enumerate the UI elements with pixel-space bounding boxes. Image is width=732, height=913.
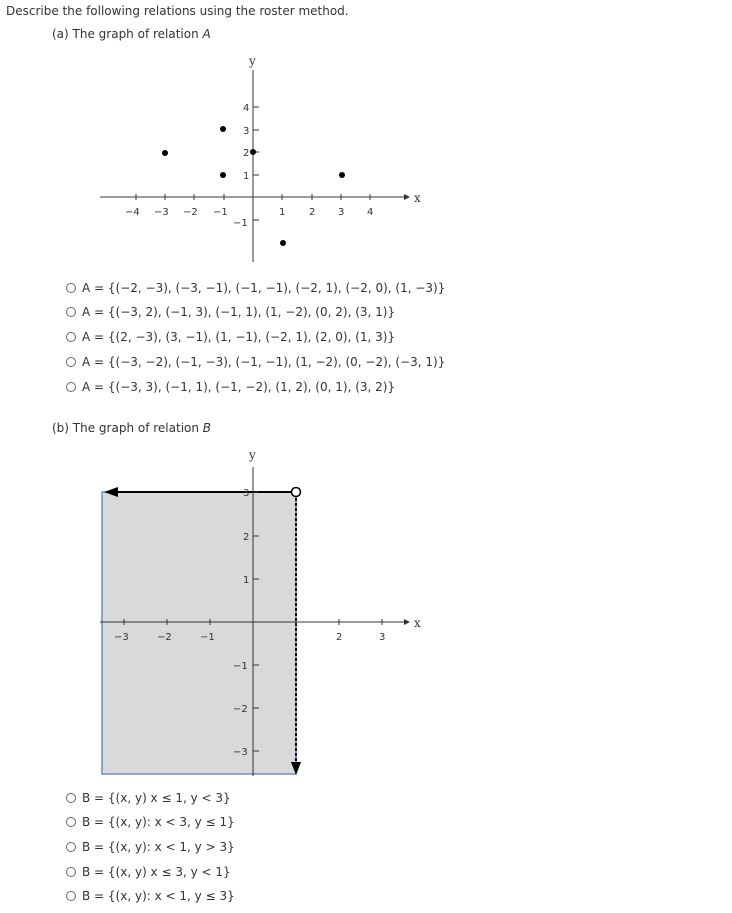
y-tick-label: −3 <box>233 747 248 758</box>
part-a-relation-name: A <box>202 27 211 41</box>
x-axis-label: x <box>414 191 421 205</box>
y-tick-label: −1 <box>233 218 248 229</box>
choice-text: B = {(x, y) x ≤ 1, y < 3} <box>82 791 231 805</box>
radio-button[interactable] <box>66 357 76 367</box>
y-tick-label: 1 <box>243 575 250 586</box>
choice-b-5[interactable] <box>66 888 235 904</box>
choice-text: B = {(x, y): x < 3, y ≤ 1} <box>82 815 235 829</box>
choice-a-2[interactable] <box>66 304 395 320</box>
x-axis-label: x <box>414 616 421 630</box>
choice-text: A = {(−3, 3), (−1, 1), (−1, −2), (1, 2), (0, 1), (3, 2)} <box>82 380 396 394</box>
x-axis-arrow <box>404 619 410 625</box>
part-b-label-prefix: (b) The graph of relation <box>52 421 203 435</box>
part-a-label <box>52 27 211 41</box>
part-b-label <box>52 421 211 435</box>
instruction-text: Describe the following relations using the roster method. <box>6 4 349 18</box>
choice-b-2[interactable] <box>66 814 235 830</box>
choice-b-1[interactable] <box>66 790 231 806</box>
x-tick-label: −1 <box>200 632 215 643</box>
radio-button[interactable] <box>66 307 76 317</box>
choice-a-1[interactable] <box>66 280 445 296</box>
x-tick-label: −1 <box>213 207 228 218</box>
y-axis-label: y <box>249 448 256 462</box>
radio-button[interactable] <box>66 382 76 392</box>
y-tick-marks <box>253 107 259 220</box>
x-tick-label: 1 <box>279 207 286 218</box>
radio-button[interactable] <box>66 817 76 827</box>
radio-button[interactable] <box>66 867 76 877</box>
radio-button[interactable] <box>66 891 76 901</box>
choice-a-4[interactable] <box>66 354 445 370</box>
x-tick-label: −4 <box>125 207 140 218</box>
choice-text: B = {(x, y): x < 1, y ≤ 3} <box>82 889 235 903</box>
x-tick-label: −3 <box>114 632 129 643</box>
x-tick-label: −2 <box>157 632 172 643</box>
y-axis-label: y <box>249 54 256 68</box>
choice-a-5[interactable] <box>66 379 395 395</box>
y-tick-label: 3 <box>243 126 250 137</box>
graph-relation-b <box>0 440 732 785</box>
x-tick-label: 3 <box>338 207 345 218</box>
y-tick-label: 1 <box>243 171 250 182</box>
choice-text: A = {(−2, −3), (−3, −1), (−1, −1), (−2, 1), (−2, 0), (1, −3)} <box>82 281 446 295</box>
y-tick-label: 2 <box>243 148 250 159</box>
x-tick-label: 4 <box>367 207 374 218</box>
choice-text: B = {(x, y): x < 1, y > 3} <box>82 840 235 854</box>
data-point <box>250 149 256 155</box>
y-tick-label: 2 <box>243 532 250 543</box>
choice-a-3[interactable] <box>66 329 395 345</box>
shaded-region <box>102 492 296 774</box>
y-tick-label: 4 <box>243 103 250 114</box>
x-tick-label: 2 <box>309 207 316 218</box>
radio-button[interactable] <box>66 793 76 803</box>
data-point <box>280 240 286 246</box>
data-point <box>162 150 168 156</box>
y-tick-label: 3 <box>243 488 250 499</box>
choice-b-4[interactable] <box>66 864 231 880</box>
choice-b-3[interactable] <box>66 839 235 855</box>
x-tick-label: 3 <box>379 632 386 643</box>
choice-text: A = {(2, −3), (3, −1), (1, −1), (−2, 1), (2, 0), (1, 3)} <box>82 330 396 344</box>
data-point <box>220 126 226 132</box>
radio-button[interactable] <box>66 283 76 293</box>
x-tick-label: −2 <box>183 207 198 218</box>
x-axis-arrow <box>404 194 410 200</box>
choice-text: B = {(x, y) x ≤ 3, y < 1} <box>82 865 231 879</box>
x-tick-label: 2 <box>336 632 343 643</box>
y-tick-label: −2 <box>233 704 248 715</box>
choice-text: A = {(−3, 2), (−1, 3), (−1, 1), (1, −2), (0, 2), (3, 1)} <box>82 305 396 319</box>
x-tick-label: −3 <box>154 207 169 218</box>
data-point <box>220 172 226 178</box>
radio-button[interactable] <box>66 332 76 342</box>
graph-relation-a <box>0 50 732 270</box>
choice-text: A = {(−3, −2), (−1, −3), (−1, −1), (1, −2), (0, −2), (−3, 1)} <box>82 355 446 369</box>
part-a-label-prefix: (a) The graph of relation <box>52 27 203 41</box>
part-b-relation-name: B <box>202 421 212 435</box>
y-tick-label: −1 <box>233 661 248 672</box>
data-point <box>339 172 345 178</box>
open-endpoint <box>292 488 301 497</box>
radio-button[interactable] <box>66 842 76 852</box>
